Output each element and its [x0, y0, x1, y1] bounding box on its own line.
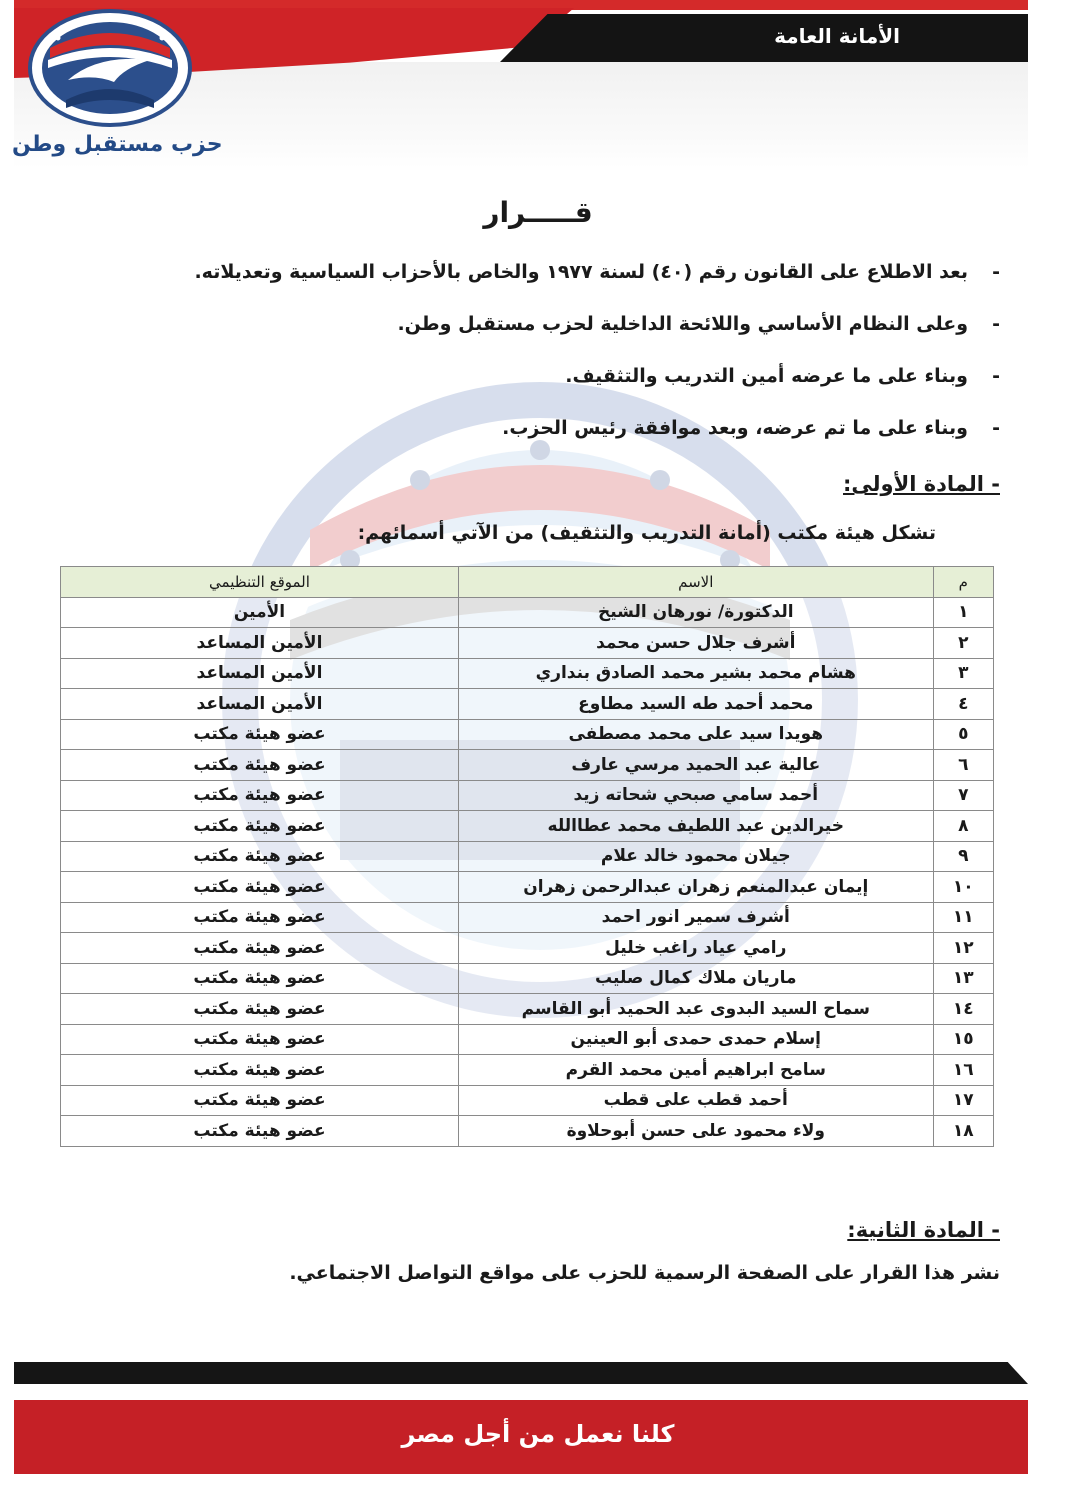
bullet-dash: -	[992, 261, 1000, 283]
cell-role: عضو هيئة مكتب	[61, 1116, 459, 1147]
cell-num: ٧	[933, 780, 993, 811]
bullet-dash: -	[992, 365, 1000, 387]
members-table-wrapper	[60, 566, 994, 1147]
cell-name: أشرف سمير انور احمد	[458, 902, 933, 933]
header-role: الموقع التنظيمي	[61, 567, 459, 598]
cell-num: ١٥	[933, 1024, 993, 1055]
cell-name: خيرالدين عبد اللطيف محمد عطاالله	[458, 811, 933, 842]
footer-black-band	[14, 1362, 1028, 1384]
cell-num: ١٨	[933, 1116, 993, 1147]
table-row	[61, 780, 994, 811]
table-row	[61, 811, 994, 842]
article-2-heading: - المادة الثانية:	[847, 1218, 1000, 1242]
cell-num: ٤	[933, 689, 993, 720]
cell-role: الأمين	[61, 597, 459, 628]
table-row	[61, 902, 994, 933]
cell-num: ٦	[933, 750, 993, 781]
cell-role: عضو هيئة مكتب	[61, 933, 459, 964]
cell-name: سامح ابراهيم أمين محمد القرم	[458, 1055, 933, 1086]
footer-slogan: كلنا نعمل من أجل مصر	[401, 1420, 675, 1448]
cell-name: ولاء محمود على حسن أبوحلاوة	[458, 1116, 933, 1147]
cell-role: الأمين المساعد	[61, 628, 459, 659]
table-row	[61, 1085, 994, 1116]
preamble-text: وعلى النظام الأساسي واللائحة الداخلية لحزب مستقبل وطن.	[397, 313, 968, 335]
cell-role: الأمين المساعد	[61, 658, 459, 689]
cell-num: ١٠	[933, 872, 993, 903]
cell-name: رامي عياد راغب خليل	[458, 933, 933, 964]
table-row	[61, 750, 994, 781]
header-num: م	[933, 567, 993, 598]
article-1-heading: - المادة الأولى:	[843, 472, 1000, 496]
cell-num: ٨	[933, 811, 993, 842]
cell-num: ٥	[933, 719, 993, 750]
table-row	[61, 963, 994, 994]
preamble-item	[140, 252, 1000, 304]
cell-role: الأمين المساعد	[61, 689, 459, 720]
preamble-item	[140, 356, 1000, 408]
cell-num: ١٢	[933, 933, 993, 964]
party-name: حزب مستقبل وطن	[12, 132, 223, 157]
cell-role: عضو هيئة مكتب	[61, 780, 459, 811]
preamble-text: وبناء على ما عرضه أمين التدريب والتثقيف.	[565, 365, 968, 387]
cell-role: عضو هيئة مكتب	[61, 994, 459, 1025]
cell-role: عضو هيئة مكتب	[61, 811, 459, 842]
cell-num: ٢	[933, 628, 993, 659]
table-row	[61, 1055, 994, 1086]
table-row	[61, 841, 994, 872]
cell-name: أشرف جلال حسن محمد	[458, 628, 933, 659]
preamble-text: بعد الاطلاع على القانون رقم (٤٠) لسنة ١٩٧٧ والخاص بالأحزاب السياسية وتعديلاته.	[194, 261, 968, 283]
cell-role: عضو هيئة مكتب	[61, 719, 459, 750]
bullet-dash: -	[992, 417, 1000, 439]
preamble-item	[140, 304, 1000, 356]
cell-role: عضو هيئة مكتب	[61, 872, 459, 903]
cell-num: ١٤	[933, 994, 993, 1025]
header-title: الأمانة العامة	[774, 24, 900, 48]
preamble-text: وبناء على ما تم عرضه، وبعد موافقة رئيس الحزب.	[502, 417, 968, 439]
table-row	[61, 994, 994, 1025]
cell-name: هويدا سيد على محمد مصطفى	[458, 719, 933, 750]
cell-num: ١١	[933, 902, 993, 933]
cell-name: أحمد سامي صبحي شحاته زيد	[458, 780, 933, 811]
article-2-text: نشر هذا القرار على الصفحة الرسمية للحزب على مواقع التواصل الاجتماعي.	[289, 1262, 1000, 1284]
cell-num: ١٧	[933, 1085, 993, 1116]
preamble-list	[140, 252, 1000, 460]
cell-name: أحمد قطب على قطب	[458, 1085, 933, 1116]
cell-name: عالية عبد الحميد مرسي عارف	[458, 750, 933, 781]
header-name: الاسم	[458, 567, 933, 598]
table-row	[61, 658, 994, 689]
cell-role: عضو هيئة مكتب	[61, 1085, 459, 1116]
cell-name: جيلان محمود خالد علام	[458, 841, 933, 872]
cell-num: ١٣	[933, 963, 993, 994]
cell-role: عضو هيئة مكتب	[61, 841, 459, 872]
cell-num: ١	[933, 597, 993, 628]
cell-name: إسلام حمدى حمدى أبو العينين	[458, 1024, 933, 1055]
table-header-row	[61, 567, 994, 598]
table-row	[61, 1024, 994, 1055]
cell-num: ١٦	[933, 1055, 993, 1086]
header-black-band	[500, 14, 1028, 62]
preamble-item	[140, 408, 1000, 460]
cell-role: عضو هيئة مكتب	[61, 1024, 459, 1055]
cell-name: الدكتورة/ نورهان الشيخ	[458, 597, 933, 628]
table-row	[61, 689, 994, 720]
cell-role: عضو هيئة مكتب	[61, 1055, 459, 1086]
table-row	[61, 933, 994, 964]
cell-num: ٣	[933, 658, 993, 689]
table-body	[61, 597, 994, 1146]
table-row	[61, 872, 994, 903]
table-row	[61, 628, 994, 659]
cell-name: هشام محمد بشير محمد الصادق بنداري	[458, 658, 933, 689]
bullet-dash: -	[992, 313, 1000, 335]
decree-title: قـــــرار	[483, 196, 593, 229]
cell-name: سماح السيد البدوى عبد الحميد أبو القاسم	[458, 994, 933, 1025]
party-logo-icon	[28, 8, 192, 128]
members-table	[60, 566, 994, 1147]
cell-name: محمد أحمد طه السيد مطاوع	[458, 689, 933, 720]
cell-role: عضو هيئة مكتب	[61, 963, 459, 994]
cell-role: عضو هيئة مكتب	[61, 902, 459, 933]
table-row	[61, 1116, 994, 1147]
cell-num: ٩	[933, 841, 993, 872]
cell-role: عضو هيئة مكتب	[61, 750, 459, 781]
cell-name: ماريان ملاك كمال صليب	[458, 963, 933, 994]
cell-name: إيمان عبدالمنعم زهران عبدالرحمن زهران	[458, 872, 933, 903]
table-row	[61, 719, 994, 750]
table-row	[61, 597, 994, 628]
article-1-intro: تشكل هيئة مكتب (أمانة التدريب والتثقيف) من الآتي أسمائهم:	[357, 522, 936, 544]
